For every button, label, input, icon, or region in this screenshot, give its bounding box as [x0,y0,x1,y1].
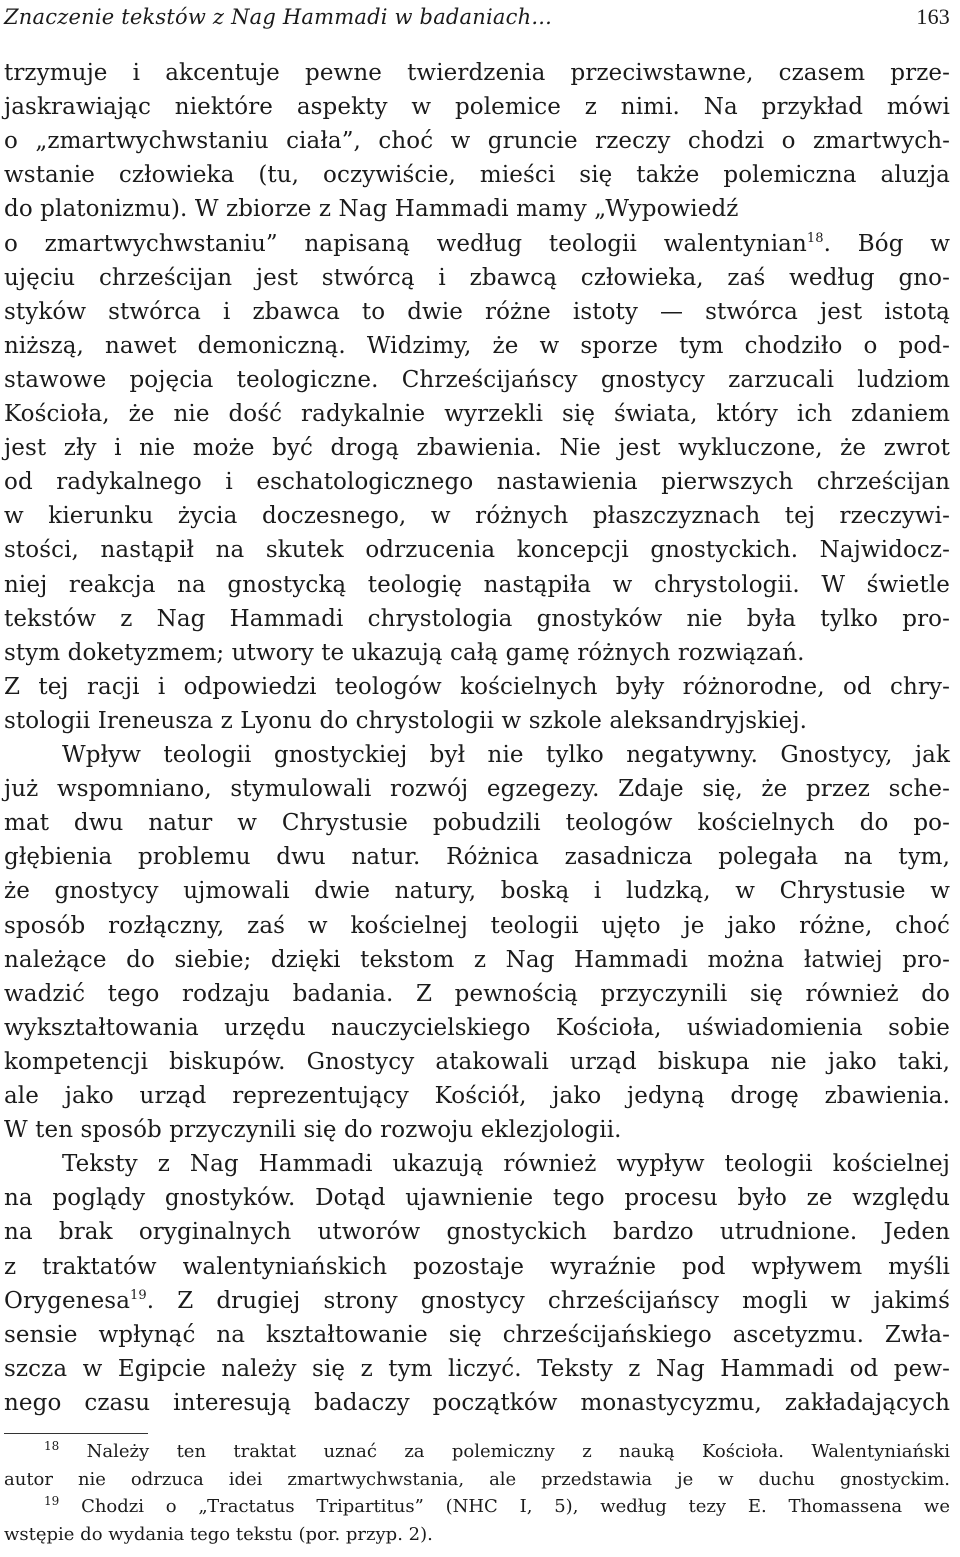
footnote-reference[interactable]: 18 [806,230,824,246]
footnote-text: Należy ten traktat uznać za polemiczny z nauką Kościoła. Walentyniański [86,1441,950,1462]
body-line: o „zmartwychwstaniu ciała”, choć w gruncie rzeczy chodzi o zmartwych- [4,128,950,155]
body-line: jaskrawiając niektóre aspekty w polemice z nimi. Na przykład mówi [4,94,950,121]
body-line [4,227,950,261]
body-line: wstanie człowieka (tu, oczywiście, mieści się także polemiczna aluzja [4,162,950,189]
running-head-title: Znaczenie tekstów z Nag Hammadi w badaniach... [4,5,552,29]
body-line: Kościoła, że nie dość radykalnie wyrzekli się świata, który ich zdaniem [4,401,950,427]
body-line: nego czasu interesują badaczy początków monastycyzmu, zakładających [4,1389,950,1416]
body-line: Wpływ teologii gnostyckiej był nie tylko negatywny. Gnostycy, jak [62,742,950,768]
body-line: że gnostycy ujmowali dwie natury, boską i ludzką, w Chrystusie w [4,878,950,905]
body-line: sensie wpłynąć na kształtowanie się chrześcijańskiego ascetyzmu. Zwła- [4,1321,950,1348]
footnote-text: wstępie do wydania tego tekstu (por. przyp. 2). [4,1523,433,1545]
body-line: wykształtowania urzędu nauczycielskiego Kościoła, uświadomienia sobie [4,1014,950,1041]
body-line: Z tej racji i odpowiedzi teologów kościelnych były różnorodne, od chry- [4,673,950,700]
body-line: stym doketyzmem; utwory te ukazują całą gamę różnych rozwiązań. [4,639,805,666]
body-line: stawowe pojęcia teologiczne. Chrześcijańscy gnostycy zarzucali ludziom [4,366,950,393]
body-line: w kierunku życia doczesnego, w różnych płaszczyznach tej rzeczywi- [4,503,950,530]
footnote-text: autor nie odrzuca idei zmartwychwstania, ale przedstawia je w duchu gnostyckim. [4,1468,950,1490]
footnote-line [4,1522,950,1548]
footnote-reference[interactable]: 19 [130,1287,147,1303]
body-line: stości, nastąpił na skutek odrzucenia koncepcji gnostyckich. Najwidocz- [4,537,950,564]
body-line: sposób rozłączny, zaś w kościelnej teologii ujęto je jako różne, choć [4,912,950,939]
footnote-number: 19 [44,1494,60,1508]
body-line: do platonizmu). W zbiorze z Nag Hammadi mamy „Wypowiedź [4,196,739,223]
page-number: 163 [916,4,950,29]
body-line-text: Orygenesa [4,1287,131,1314]
body-line: od radykalnego i eschatologicznego nastawienia pierwszych chrześcijan [4,469,950,496]
footnote-line [44,1494,950,1520]
footnote-rule [4,1433,148,1434]
footnote-line [4,1467,950,1493]
body-line: kompetencji biskupów. Gnostycy atakowali urząd biskupa nie jako taki, [4,1048,950,1075]
body-line-text: . Bóg w [823,230,950,257]
body-line: z traktatów walentyniańskich pozostaje wyraźnie pod wpływem myśli [4,1253,950,1280]
footnote-line [44,1439,950,1465]
body-line: na poglądy gnostyków. Dotąd ujawnienie tego procesu było ze względu [4,1185,950,1212]
body-line: na brak oryginalnych utworów gnostyckich bardzo utrudnione. Jeden [4,1219,950,1246]
body-line: W ten sposób przyczynili się do rozwoju eklezjologii. [4,1117,622,1144]
body-line: stologii Ireneusza z Lyonu do chrystologii w szkole aleksandryjskiej. [4,707,808,734]
footnote-text: Chodzi o „Tractatus Tripartitus” (NHC I, 5), według tezy E. Thomassena we [81,1496,950,1517]
body-line: trzymuje i akcentuje pewne twierdzenia przeciwstawne, czasem prze- [4,60,950,86]
running-head [4,0,950,34]
body-line: wadzić tego rodzaju badania. Z pewnością przyczynili się również do [4,980,950,1007]
body-line-text: . Z drugiej strony gnostycy chrześcijańscy mogli w jakimś [146,1287,950,1314]
body-line-text: o zmartwychwstaniu” napisaną według teologii walentynian [4,230,807,257]
body-line: głębienia problemu dwu natur. Różnica zasadnicza polegała na tym, [4,844,950,871]
body-line: styków stwórca i zbawca to dwie różne istoty — stwórca jest istotą [4,298,950,325]
body-line: Teksty z Nag Hammadi ukazują również wypływ teologii kościelnej [62,1151,950,1178]
body-line: ujęciu chrześcijan jest stwórcą i zbawcą człowieka, zaś według gno- [4,264,950,291]
body-line: już wspomniano, stymulowali rozwój egzegezy. Zdaje się, że przez sche- [4,776,950,803]
body-line [4,1284,950,1318]
body-line: niej reakcja na gnostycką teologię nastąpiła w chrystologii. W świetle [4,571,950,598]
body-line: jest zły i nie może być drogą zbawienia. Nie jest wykluczone, że zwrot [4,435,950,462]
body-line: ale jako urząd reprezentujący Kościół, jako jedyną drogę zbawienia. [4,1083,950,1109]
footnote-number: 18 [44,1439,60,1453]
body-line: niższą, nawet demoniczną. Widzimy, że w sporze tym chodziło o pod- [4,332,950,359]
body-line: szcza w Egipcie należy się z tym liczyć. Teksty z Nag Hammadi od pew- [4,1355,950,1382]
body-line: należące do siebie; dzięki tekstom z Nag Hammadi można łatwiej pro- [4,946,950,973]
body-line: mat dwu natur w Chrystusie pobudzili teologów kościelnych do po- [4,810,950,837]
body-line: tekstów z Nag Hammadi chrystologia gnostyków nie była tylko pro- [4,605,950,632]
